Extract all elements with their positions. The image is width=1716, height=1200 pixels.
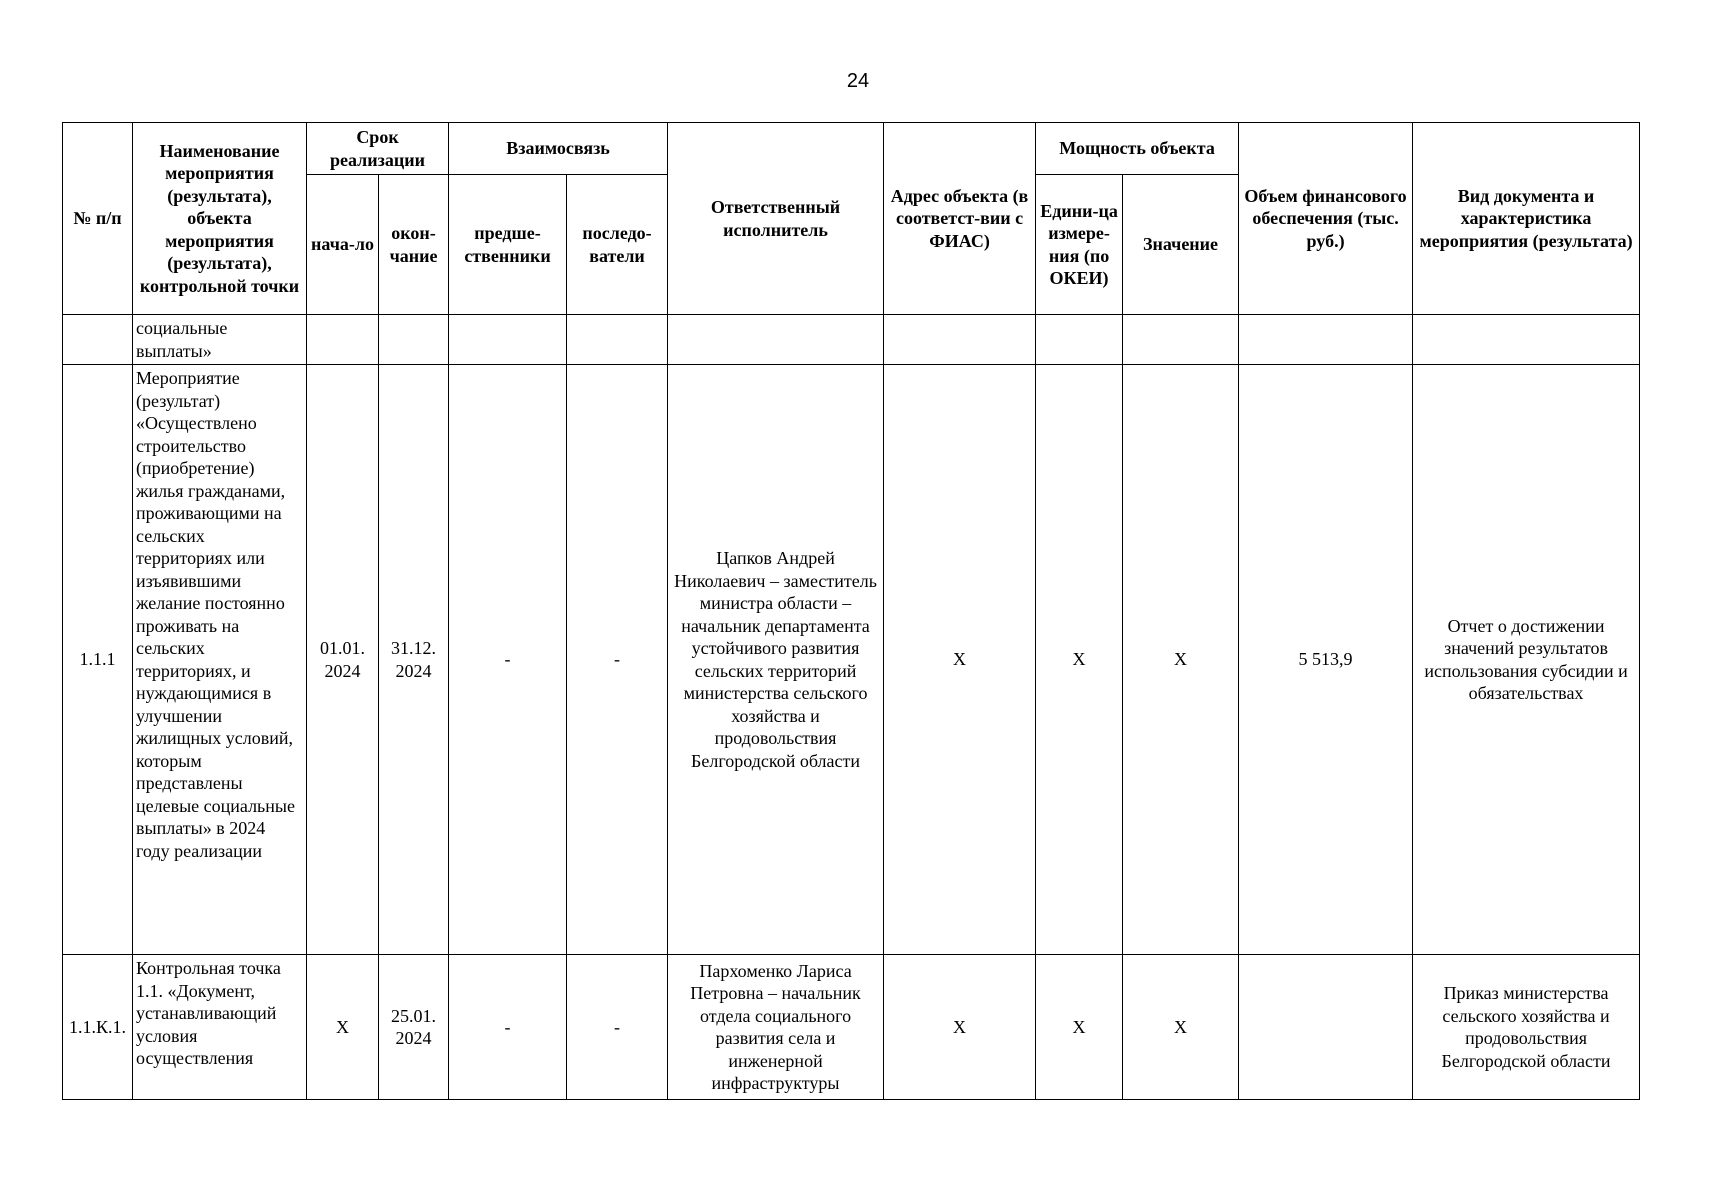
cell-name: социальные выплаты» [133, 315, 307, 365]
header-address: Адрес объекта (в соответст-вии с ФИАС) [884, 123, 1036, 315]
cell-financing: 5 513,9 [1239, 365, 1413, 955]
cell-address: Х [884, 365, 1036, 955]
cell-end [379, 315, 449, 365]
cell-value: Х [1123, 955, 1239, 1100]
cell-responsible: Цапков Андрей Николаевич – заместитель министра области – начальник департамента устойчивого развития сельских территорий министерства сельского хозяйства и продовольствия Белгородской области [668, 365, 884, 955]
cell-start: 01.01. 2024 [307, 365, 379, 955]
cell-unit: Х [1036, 955, 1123, 1100]
cell-num: 1.1.К.1. [63, 955, 133, 1100]
table-row [63, 315, 1640, 365]
cell-value: Х [1123, 365, 1239, 955]
header-doc-type: Вид документа и характеристика мероприятия (результата) [1413, 123, 1640, 315]
cell-num: 1.1.1 [63, 365, 133, 955]
cell-doc-type: Отчет о достижении значений результатов использования субсидии и обязательствах [1413, 365, 1640, 955]
cell-address: Х [884, 955, 1036, 1100]
cell-doc-type [1413, 315, 1640, 365]
cell-end: 25.01. 2024 [379, 955, 449, 1100]
cell-value [1123, 315, 1239, 365]
cell-predecessors [449, 315, 567, 365]
header-value: Значение [1123, 175, 1239, 315]
header-start: нача-ло [307, 175, 379, 315]
cell-doc-type: Приказ министерства сельского хозяйства и продовольствия Белгородской области [1413, 955, 1640, 1100]
events-table [62, 122, 1640, 1100]
cell-successors [567, 315, 668, 365]
cell-unit [1036, 315, 1123, 365]
header-predecessors: предше-ственники [449, 175, 567, 315]
cell-predecessors: - [449, 365, 567, 955]
header-financing: Объем финансового обеспечения (тыс. руб.) [1239, 123, 1413, 315]
cell-name: Контрольная точка 1.1. «Документ, устанавливающий условия осуществления [133, 955, 307, 1100]
table-row [63, 365, 1640, 955]
cell-responsible [668, 315, 884, 365]
header-period: Срок реализации [307, 123, 449, 175]
cell-start [307, 315, 379, 365]
cell-financing [1239, 315, 1413, 365]
header-num: № п/п [63, 123, 133, 315]
header-end: окон-чание [379, 175, 449, 315]
header-name: Наименование мероприятия (результата), объекта мероприятия (результата), контрольной точки [133, 123, 307, 315]
cell-successors: - [567, 955, 668, 1100]
cell-num [63, 315, 133, 365]
table-row [63, 955, 1640, 1100]
cell-end: 31.12. 2024 [379, 365, 449, 955]
header-successors: последо-ватели [567, 175, 668, 315]
header-responsible: Ответственный исполнитель [668, 123, 884, 315]
cell-unit: Х [1036, 365, 1123, 955]
header-capacity: Мощность объекта [1036, 123, 1239, 175]
cell-address [884, 315, 1036, 365]
page-number: 24 [846, 70, 870, 92]
header-unit: Едини-ца измере-ния (по ОКЕИ) [1036, 175, 1123, 315]
cell-predecessors: - [449, 955, 567, 1100]
header-relation: Взаимосвязь [449, 123, 668, 175]
cell-name: Мероприятие (результат) «Осуществлено строительство (приобретение) жилья гражданами, проживающими на сельских территориях или изъявившими желание постоянно проживать на сельских территориях, и нуждающимися в улучшении жилищных условий, которым представлены целевые социальные выплаты» в 2024 году реализации [133, 365, 307, 955]
header-row-1 [63, 123, 1640, 175]
cell-start: Х [307, 955, 379, 1100]
cell-financing [1239, 955, 1413, 1100]
cell-successors: - [567, 365, 668, 955]
cell-responsible: Пархоменко Лариса Петровна – начальник отдела социального развития села и инженерной инфраструктуры [668, 955, 884, 1100]
